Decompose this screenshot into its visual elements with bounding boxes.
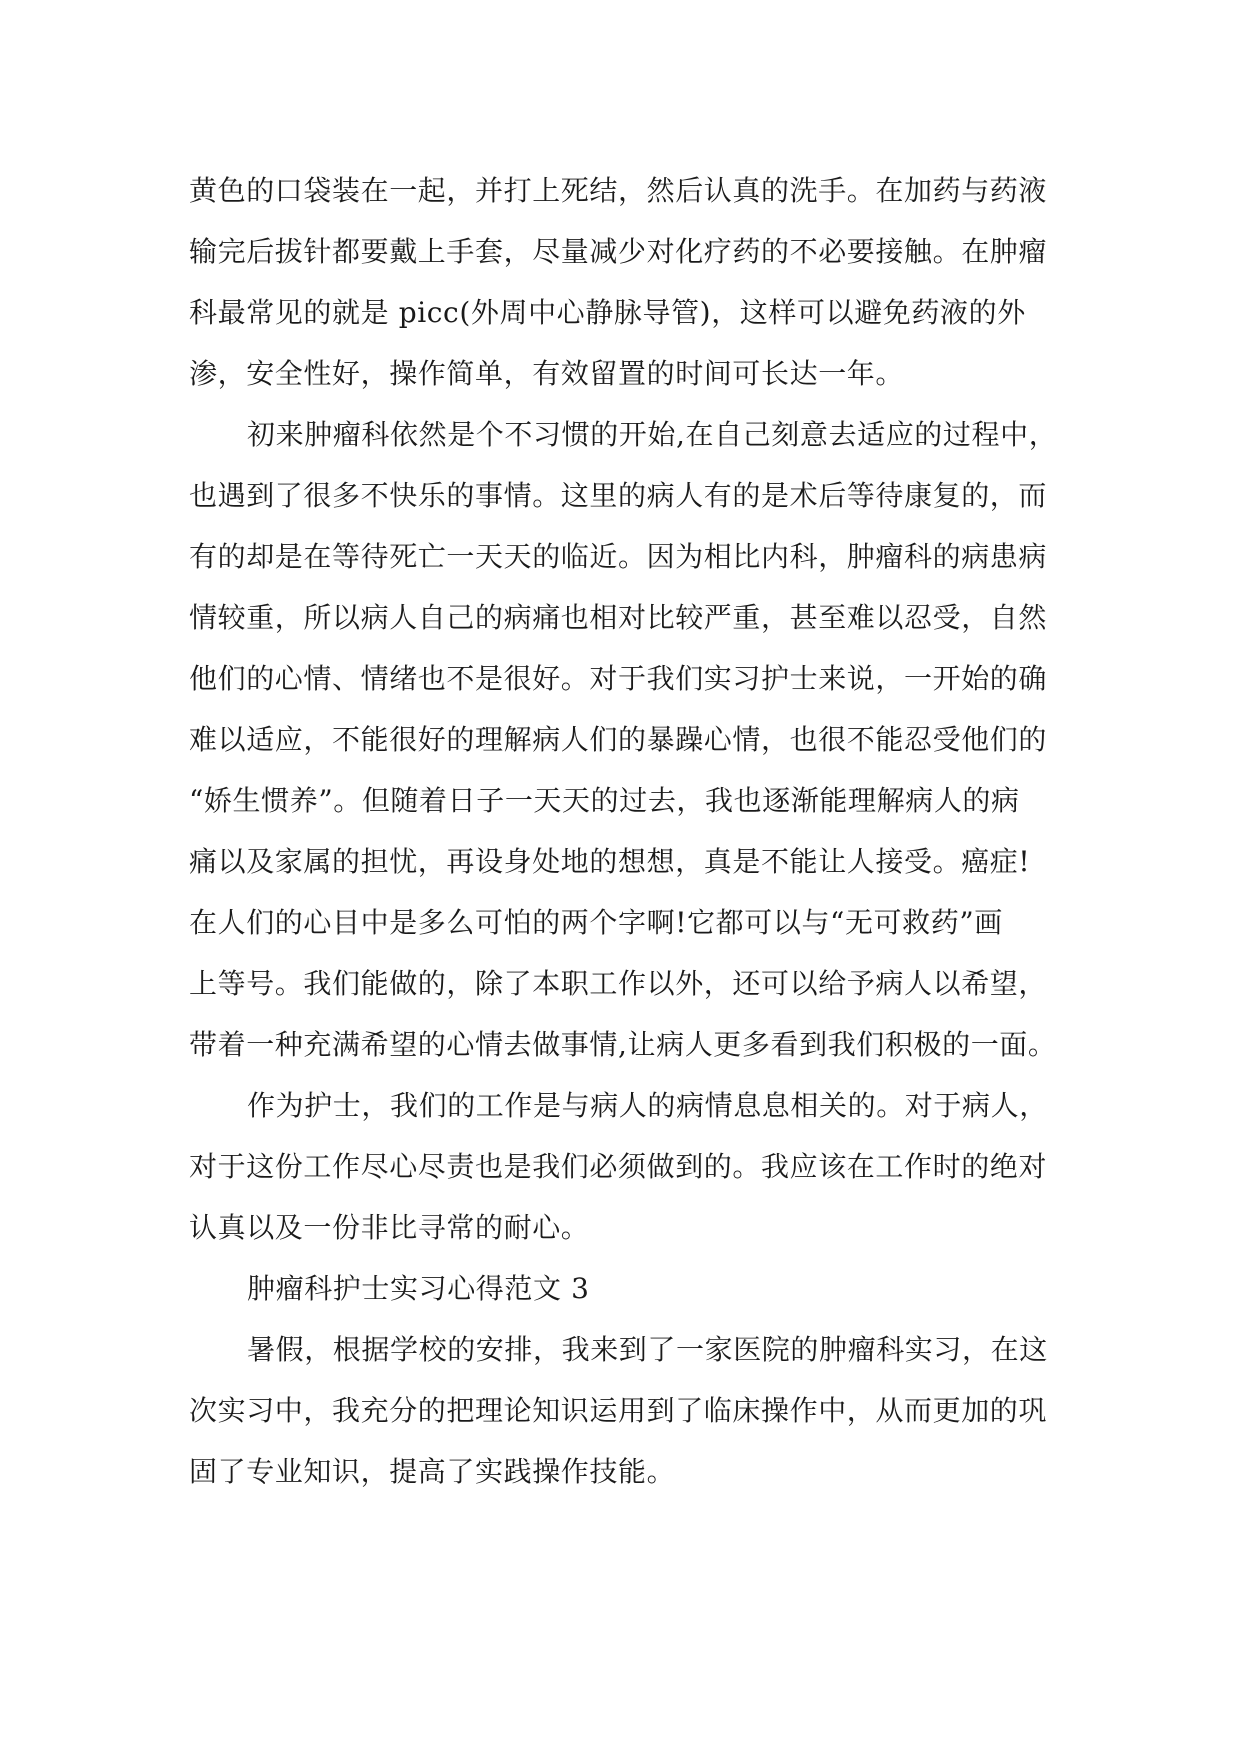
text-line: 次实习中，我充分的把理论知识运用到了临床操作中，从而更加的巩	[189, 1394, 1048, 1427]
text-line: 痛以及家属的担忧，再设身处地的想想，真是不能让人接受。癌症!	[189, 845, 1031, 878]
text-line: 情较重，所以病人自己的病痛也相对比较严重，甚至难以忍受，自然	[189, 601, 1048, 634]
text-line: 对于这份工作尽心尽责也是我们必须做到的。我应该在工作时的绝对	[189, 1150, 1048, 1183]
paragraph-first-line: 暑假，根据学校的安排，我来到了一家医院的肿瘤科实习，在这	[247, 1333, 1048, 1366]
text-line: 带着一种充满希望的心情去做事情,让病人更多看到我们积极的一面。	[189, 1028, 1057, 1061]
text-line: 黄色的口袋装在一起，并打上死结，然后认真的洗手。在加药与药液	[189, 174, 1048, 207]
section-heading: 肿瘤科护士实习心得范文 3	[247, 1272, 590, 1305]
paragraph-first-line: 作为护士，我们的工作是与病人的病情息息相关的。对于病人，	[247, 1089, 1048, 1122]
text-line: 有的却是在等待死亡一天天的临近。因为相比内科，肿瘤科的病患病	[189, 540, 1048, 573]
paragraph-first-line: 初来肿瘤科依然是个不习惯的开始,在自己刻意去适应的过程中，	[247, 418, 1058, 451]
text-line: 他们的心情、情绪也不是很好。对于我们实习护士来说，一开始的确	[189, 662, 1048, 695]
text-line: “娇生惯养”。但随着日子一天天的过去，我也逐渐能理解病人的病	[189, 784, 1020, 817]
text-line: 认真以及一份非比寻常的耐心。	[189, 1211, 590, 1244]
text-line: 固了专业知识，提高了实践操作技能。	[189, 1455, 676, 1488]
text-line: 科最常见的就是 picc(外周中心静脉导管)，这样可以避免药液的外	[189, 296, 1026, 329]
text-line: 难以适应，不能很好的理解病人们的暴躁心情，也很不能忍受他们的	[189, 723, 1048, 756]
text-line: 在人们的心目中是多么可怕的两个字啊!它都可以与“无可救药”画	[189, 906, 1003, 939]
text-line: 渗，安全性好，操作简单，有效留置的时间可长达一年。	[189, 357, 905, 390]
text-line: 上等号。我们能做的，除了本职工作以外，还可以给予病人以希望，	[189, 967, 1048, 1000]
text-line: 也遇到了很多不快乐的事情。这里的病人有的是术后等待康复的，而	[189, 479, 1048, 512]
body-text	[189, 160, 1059, 1502]
text-line: 输完后拔针都要戴上手套，尽量减少对化疗药的不必要接触。在肿瘤	[189, 235, 1048, 268]
